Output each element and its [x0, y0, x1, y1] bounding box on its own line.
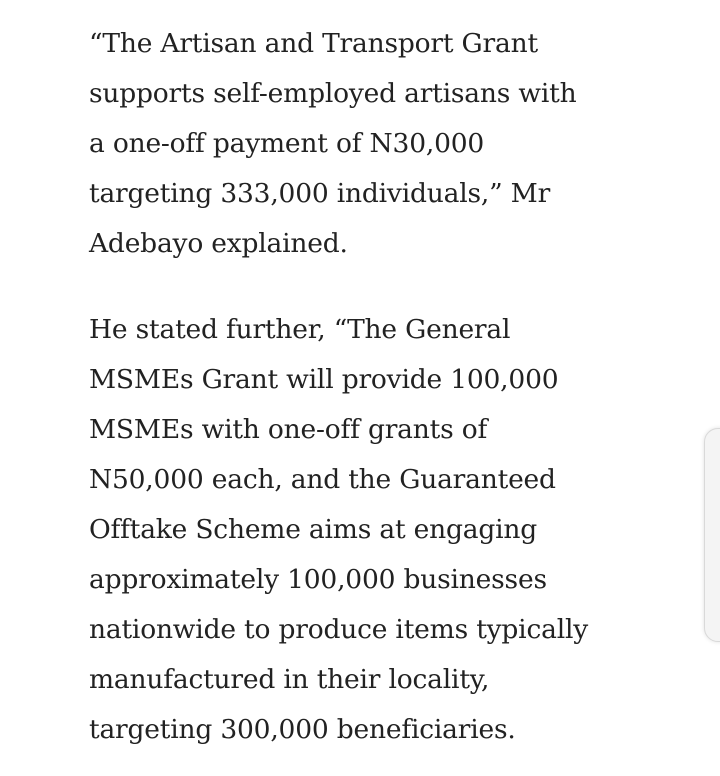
article-paragraph: “The Artisan and Transport Grant supports self-employed artisans with a one-off payment of N30,000 targeting 333,000 individuals,” Mr Adebayo explained. [89, 28, 577, 259]
scrollbar-handle[interactable] [704, 428, 720, 642]
article-paragraph: He stated further, “The General MSMEs Grant will provide 100,000 MSMEs with one-off grants of N50,000 each, and the Guaranteed Offtake Scheme aims at engaging approximately 100,000 businesses nationwide to produce items typically manufactured in their locality, targeting 300,000 beneficiaries. [89, 314, 589, 745]
article-body [89, 19, 624, 755]
